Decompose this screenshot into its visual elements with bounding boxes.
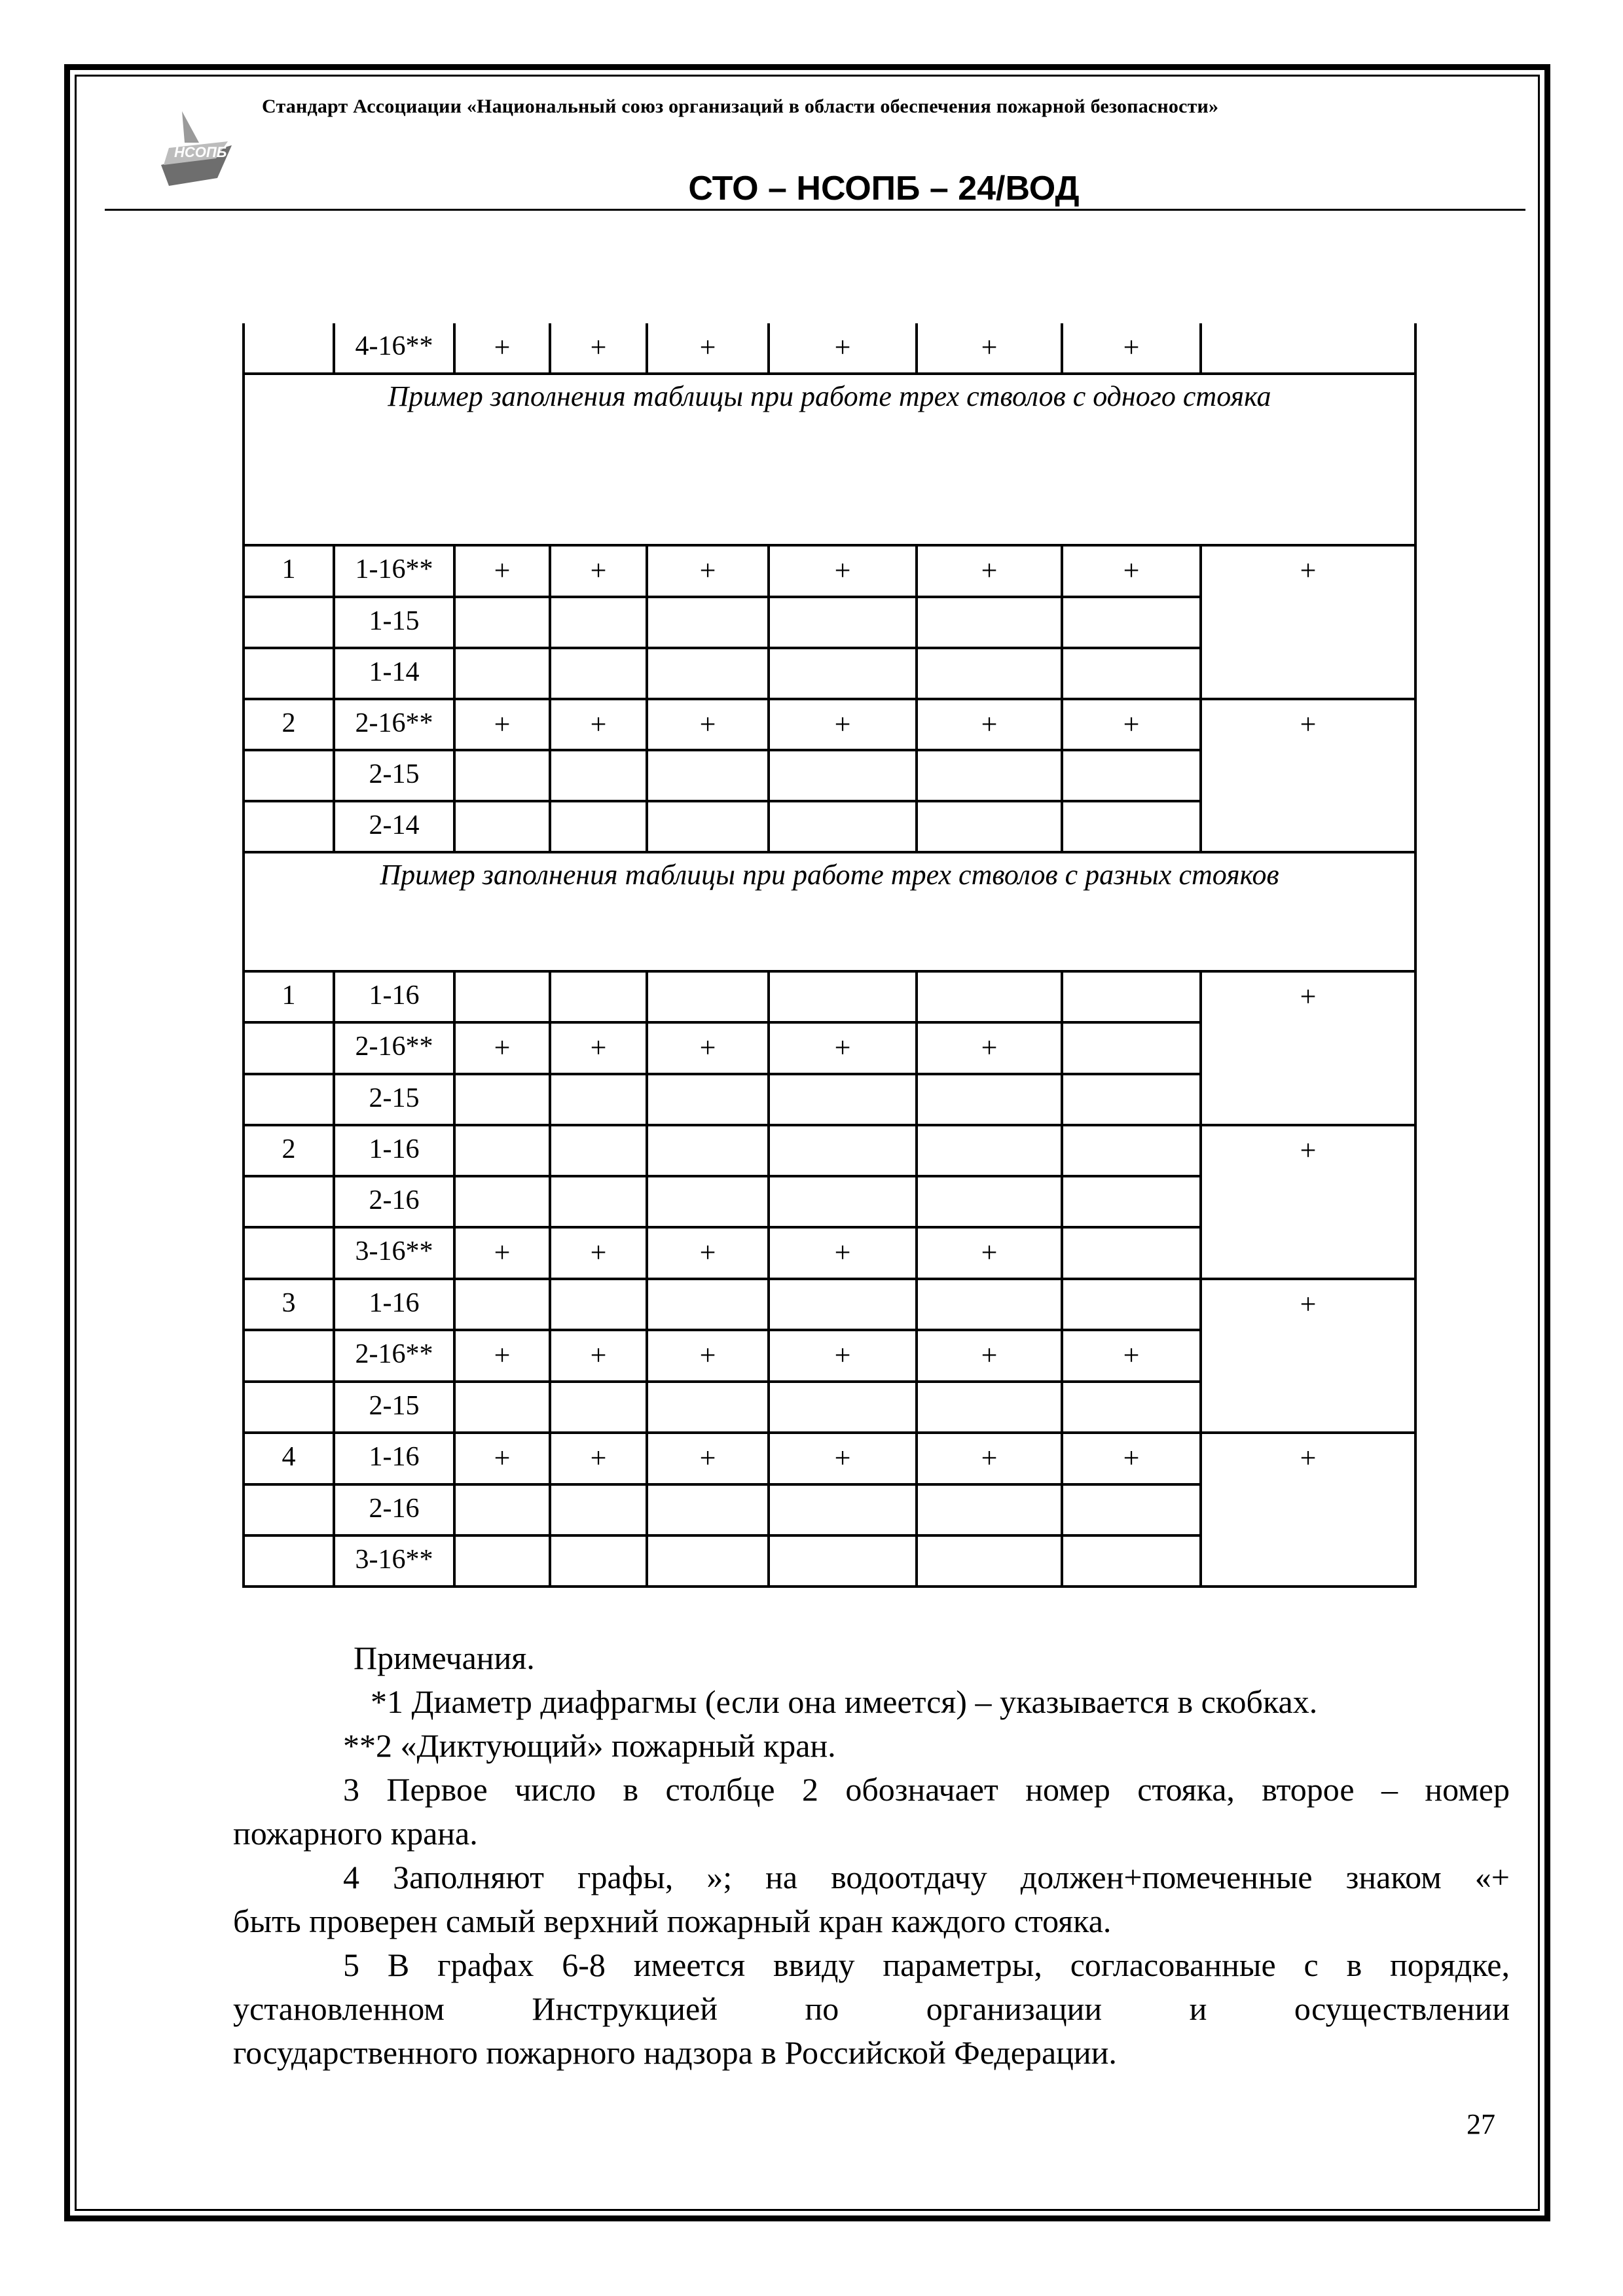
check-mark-cell: + (647, 545, 769, 597)
result-cell: + (1201, 699, 1415, 853)
check-mark-cell (1062, 1125, 1201, 1176)
check-mark-cell: + (647, 1227, 769, 1279)
check-mark-cell (769, 1279, 917, 1330)
check-mark-cell: + (917, 323, 1062, 374)
check-mark-cell: + (647, 323, 769, 374)
check-mark-cell (647, 1279, 769, 1330)
table-row (244, 971, 1415, 1022)
check-mark-cell (454, 1074, 550, 1125)
crane-number-cell: 1-14 (334, 648, 454, 699)
crane-number-cell: 1-16 (334, 971, 454, 1022)
check-mark-cell (550, 1484, 647, 1535)
crane-number-cell: 2-16 (334, 1176, 454, 1227)
riser-number-cell (244, 750, 334, 801)
check-mark-cell: + (550, 1433, 647, 1484)
check-mark-cell (647, 1125, 769, 1176)
check-mark-cell: + (769, 545, 917, 597)
crane-number-cell: 2-15 (334, 750, 454, 801)
table-row (244, 323, 1415, 374)
check-mark-cell: + (454, 1022, 550, 1074)
check-mark-cell (647, 1484, 769, 1535)
check-mark-cell (917, 1074, 1062, 1125)
riser-number-cell (244, 1074, 334, 1125)
check-mark-cell (769, 1484, 917, 1535)
check-mark-cell (1062, 1074, 1201, 1125)
check-mark-cell: + (1062, 1433, 1201, 1484)
table-row (244, 545, 1415, 597)
check-mark-cell: + (917, 1022, 1062, 1074)
riser-number-cell (244, 1022, 334, 1074)
check-mark-cell (917, 1484, 1062, 1535)
section-title-row (244, 852, 1415, 971)
check-mark-cell (550, 648, 647, 699)
note-3-line1: 3 Первое число в столбце 2 обозначает номер стояка, второе – номер (343, 1771, 1510, 1808)
note-4-line1: 4 Заполняют графы, »; на водоотдачу должен+помеченные знаком «+ (343, 1859, 1510, 1895)
note-1: *1 Диаметр диафрагмы (если она имеется) – указывается в скобках. (371, 1683, 1318, 1720)
check-mark-cell (769, 1074, 917, 1125)
check-mark-cell: + (769, 1022, 917, 1074)
check-mark-cell: + (454, 323, 550, 374)
table-row (244, 1279, 1415, 1330)
check-mark-cell (454, 1484, 550, 1535)
check-mark-cell: + (550, 699, 647, 751)
section-title: Пример заполнения таблицы при работе трех стволов с разных стояков (244, 852, 1415, 971)
riser-number-cell: 2 (244, 699, 334, 751)
check-mark-cell: + (917, 1227, 1062, 1279)
check-mark-cell: + (917, 699, 1062, 751)
check-mark-cell: + (647, 1022, 769, 1074)
check-mark-cell (454, 801, 550, 852)
check-mark-cell (454, 1125, 550, 1176)
check-mark-cell: + (454, 545, 550, 597)
check-mark-cell (1062, 1382, 1201, 1433)
check-mark-cell: + (1062, 545, 1201, 597)
section-title: Пример заполнения таблицы при работе трех стволов с одного стояка (244, 374, 1415, 545)
check-mark-cell (550, 971, 647, 1022)
check-mark-cell: + (917, 545, 1062, 597)
crane-number-cell: 2-14 (334, 801, 454, 852)
crane-number-cell: 2-16** (334, 699, 454, 751)
check-mark-cell: + (917, 1433, 1062, 1484)
check-mark-cell (647, 1535, 769, 1587)
result-cell: + (1201, 971, 1415, 1125)
check-mark-cell: + (647, 1330, 769, 1382)
logo-text: НСОПБ (174, 144, 227, 160)
check-mark-cell (917, 648, 1062, 699)
check-mark-cell (454, 1535, 550, 1587)
check-mark-cell (769, 1382, 917, 1433)
result-cell: + (1201, 1433, 1415, 1587)
riser-number-cell (244, 801, 334, 852)
riser-number-cell (244, 1176, 334, 1227)
note-5-line1: 5 В графах 6-8 имеется ввиду параметры, согласованные с в порядке, (343, 1946, 1510, 1983)
check-mark-cell (769, 1176, 917, 1227)
result-cell: + (1201, 1279, 1415, 1433)
crane-number-cell: 3-16** (334, 1535, 454, 1587)
crane-number-cell: 2-16** (334, 1022, 454, 1074)
check-mark-cell: + (550, 323, 647, 374)
check-mark-cell: + (550, 1227, 647, 1279)
check-mark-cell (454, 648, 550, 699)
check-mark-cell (647, 1382, 769, 1433)
check-mark-cell (1062, 1535, 1201, 1587)
check-mark-cell: + (917, 1330, 1062, 1382)
crane-number-cell: 2-16** (334, 1330, 454, 1382)
check-mark-cell (769, 1535, 917, 1587)
check-mark-cell (1062, 1279, 1201, 1330)
result-cell: + (1201, 1125, 1415, 1279)
note-3-line2: пожарного крана. (233, 1815, 478, 1852)
page-number: 27 (1467, 2108, 1495, 2140)
check-mark-cell: + (769, 323, 917, 374)
check-mark-cell (917, 597, 1062, 648)
section-title-row (244, 374, 1415, 545)
check-mark-cell (769, 971, 917, 1022)
check-mark-cell (1062, 1484, 1201, 1535)
check-mark-cell: + (454, 1227, 550, 1279)
check-mark-cell (454, 597, 550, 648)
test-results-table (242, 323, 1417, 1588)
crane-number-cell: 1-16 (334, 1125, 454, 1176)
check-mark-cell (647, 597, 769, 648)
check-mark-cell (1062, 1176, 1201, 1227)
riser-number-cell: 1 (244, 971, 334, 1022)
check-mark-cell (1062, 648, 1201, 699)
check-mark-cell (454, 1382, 550, 1433)
note-5-line3: государственного пожарного надзора в Российской Федерации. (233, 2034, 1117, 2071)
check-mark-cell (917, 1382, 1062, 1433)
check-mark-cell (647, 801, 769, 852)
riser-number-cell (244, 1484, 334, 1535)
check-mark-cell (769, 597, 917, 648)
result-cell (1201, 323, 1415, 374)
check-mark-cell: + (769, 1433, 917, 1484)
crane-number-cell: 2-15 (334, 1074, 454, 1125)
check-mark-cell (647, 1074, 769, 1125)
check-mark-cell (917, 971, 1062, 1022)
notes-block (233, 1636, 1510, 2075)
note-2: **2 «Диктующий» пожарный кран. (343, 1727, 836, 1764)
riser-number-cell: 1 (244, 545, 334, 597)
riser-number-cell: 2 (244, 1125, 334, 1176)
check-mark-cell (769, 1125, 917, 1176)
crane-number-cell: 2-15 (334, 1382, 454, 1433)
check-mark-cell (647, 971, 769, 1022)
check-mark-cell: + (769, 699, 917, 751)
table-row (244, 699, 1415, 751)
check-mark-cell: + (454, 699, 550, 751)
check-mark-cell (550, 1176, 647, 1227)
check-mark-cell (1062, 801, 1201, 852)
riser-number-cell (244, 323, 334, 374)
crane-number-cell: 4-16** (334, 323, 454, 374)
check-mark-cell (917, 1176, 1062, 1227)
crane-number-cell: 2-16 (334, 1484, 454, 1535)
check-mark-cell (1062, 1022, 1201, 1074)
crane-number-cell: 1-16** (334, 545, 454, 597)
check-mark-cell (917, 750, 1062, 801)
crane-number-cell: 1-16 (334, 1279, 454, 1330)
check-mark-cell (550, 1382, 647, 1433)
check-mark-cell: + (769, 1330, 917, 1382)
check-mark-cell: + (550, 1330, 647, 1382)
check-mark-cell (917, 1535, 1062, 1587)
riser-number-cell (244, 1535, 334, 1587)
riser-number-cell (244, 1382, 334, 1433)
check-mark-cell: + (769, 1227, 917, 1279)
check-mark-cell (454, 1279, 550, 1330)
crane-number-cell: 1-16 (334, 1433, 454, 1484)
note-5-line2: установленном Инструкцией по организации и осуществлении (233, 1990, 1510, 2027)
riser-number-cell (244, 648, 334, 699)
riser-number-cell (244, 597, 334, 648)
nsopb-logo (155, 105, 240, 190)
check-mark-cell (917, 1279, 1062, 1330)
result-cell: + (1201, 545, 1415, 699)
riser-number-cell (244, 1227, 334, 1279)
crane-number-cell: 1-15 (334, 597, 454, 648)
check-mark-cell (769, 750, 917, 801)
check-mark-cell (550, 750, 647, 801)
riser-number-cell: 4 (244, 1433, 334, 1484)
check-mark-cell (769, 648, 917, 699)
check-mark-cell (647, 648, 769, 699)
check-mark-cell (454, 1176, 550, 1227)
document-code: СТО – НСОПБ – 24/ВОД (688, 170, 1080, 207)
check-mark-cell: + (1062, 699, 1201, 751)
check-mark-cell: + (647, 1433, 769, 1484)
note-4-line2: быть проверен самый верхний пожарный кран каждого стояка. (233, 1903, 1112, 1939)
check-mark-cell: + (1062, 323, 1201, 374)
check-mark-cell (1062, 750, 1201, 801)
check-mark-cell: + (647, 699, 769, 751)
table-row (244, 1433, 1415, 1484)
standard-organization-title: Стандарт Ассоциации «Национальный союз организаций в области обеспечения пожарной безопасности» (262, 96, 1219, 117)
check-mark-cell (917, 801, 1062, 852)
check-mark-cell (1062, 1227, 1201, 1279)
check-mark-cell (647, 750, 769, 801)
notes-title: Примечания. (354, 1640, 535, 1676)
table-row (244, 1125, 1415, 1176)
check-mark-cell (454, 971, 550, 1022)
check-mark-cell: + (550, 545, 647, 597)
check-mark-cell (550, 1279, 647, 1330)
check-mark-cell (550, 1125, 647, 1176)
check-mark-cell (550, 1074, 647, 1125)
riser-number-cell (244, 1330, 334, 1382)
check-mark-cell (454, 750, 550, 801)
check-mark-cell: + (454, 1330, 550, 1382)
check-mark-cell (1062, 971, 1201, 1022)
riser-number-cell: 3 (244, 1279, 334, 1330)
check-mark-cell (550, 597, 647, 648)
check-mark-cell (550, 1535, 647, 1587)
header-divider (105, 209, 1525, 211)
check-mark-cell: + (454, 1433, 550, 1484)
check-mark-cell: + (1062, 1330, 1201, 1382)
check-mark-cell (917, 1125, 1062, 1176)
check-mark-cell (769, 801, 917, 852)
check-mark-cell: + (550, 1022, 647, 1074)
check-mark-cell (647, 1176, 769, 1227)
check-mark-cell (1062, 597, 1201, 648)
check-mark-cell (550, 801, 647, 852)
crane-number-cell: 3-16** (334, 1227, 454, 1279)
